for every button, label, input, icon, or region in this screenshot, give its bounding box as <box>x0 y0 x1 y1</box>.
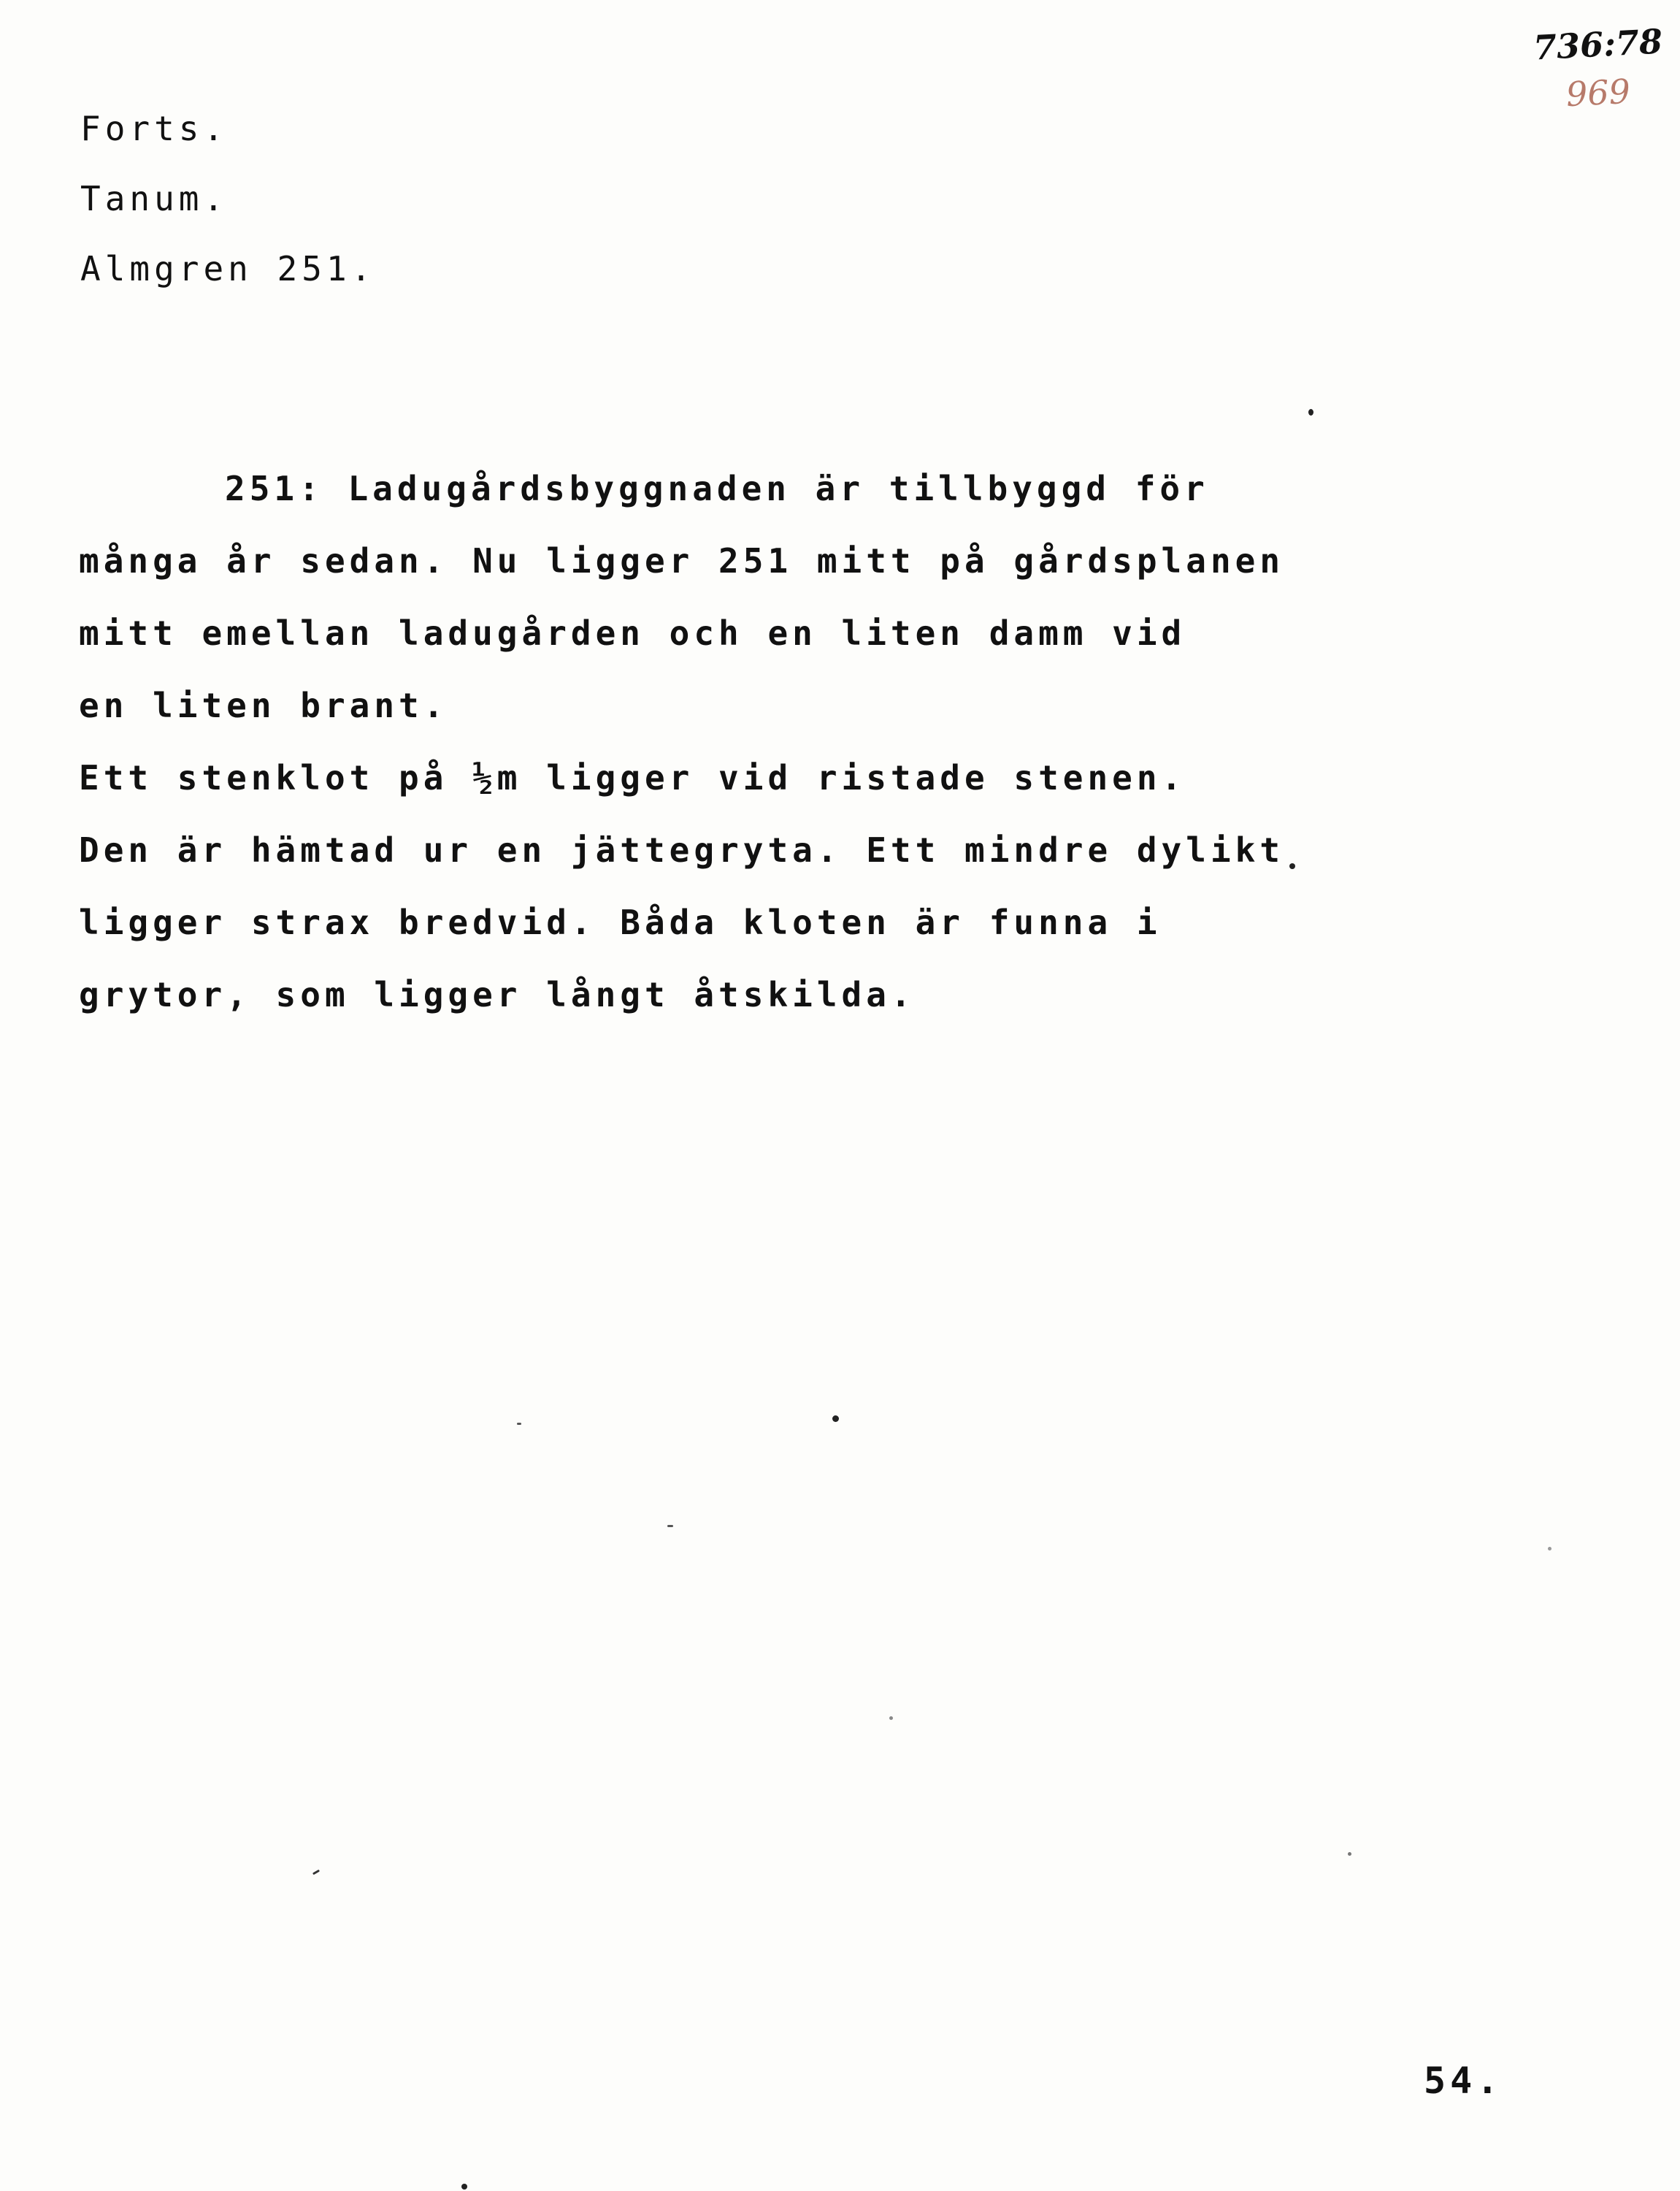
body-line: grytor, som ligger långt åtskilda. <box>79 975 916 1014</box>
body-line: en liten brant. <box>79 686 448 725</box>
header-block <box>80 93 375 304</box>
body-line: Ett stenklot på ½m ligger vid ristade stenen. <box>79 758 1186 798</box>
paper-speck <box>312 1870 320 1875</box>
paper-speck <box>667 1525 673 1527</box>
archive-sub-number: 969 <box>1565 71 1632 115</box>
archive-number: 736:78 <box>1532 21 1664 68</box>
paper-speck <box>1308 409 1313 416</box>
paper-speck <box>832 1415 839 1422</box>
header-line-continuation: Forts. <box>80 109 229 148</box>
paper-speck <box>889 1716 893 1720</box>
header-line-site: Almgren 251. <box>80 249 376 288</box>
paper-speck <box>1289 863 1295 869</box>
paper-speck <box>517 1423 521 1425</box>
body-line: 251: Ladugårdsbyggnaden är tillbyggd för <box>225 469 1209 508</box>
body-line: ligger strax bredvid. Båda kloten är funna i <box>79 903 1162 942</box>
page-number: 54. <box>1424 2060 1503 2102</box>
header-line-parish: Tanum. <box>80 179 229 218</box>
paper-speck <box>1548 1547 1551 1550</box>
paper-speck <box>1348 1852 1351 1856</box>
body-line: många år sedan. Nu ligger 251 mitt på gårdsplanen <box>79 541 1285 581</box>
body-text <box>79 453 1539 1031</box>
body-line: Den är hämtad ur en jättegryta. Ett mindre dylikt <box>79 830 1285 870</box>
body-line: mitt emellan ladugården och en liten damm vid <box>79 613 1186 653</box>
paper-speck <box>461 2184 467 2190</box>
